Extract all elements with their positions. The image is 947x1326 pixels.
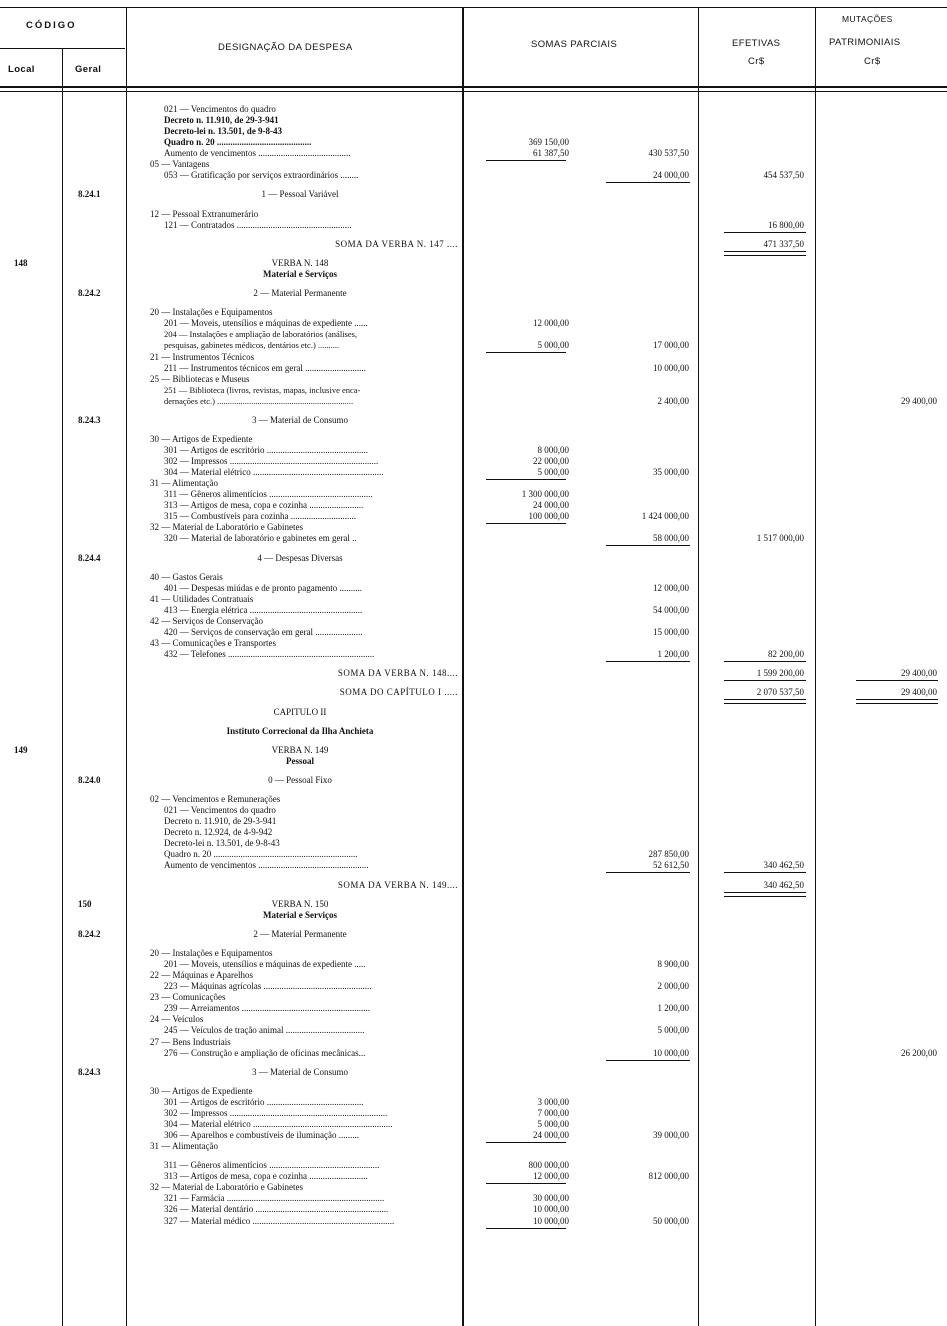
subtotal-rule (856, 680, 938, 681)
patrimonial-amount: 29 400,00 (901, 396, 937, 406)
expense-description: 420 — Serviços de conservação em geral ..................... (164, 627, 363, 637)
table-row (0, 1025, 947, 1036)
table-row (0, 467, 947, 478)
expense-description: pesquisas, gabinetes médicos, dentários etc.) .......... (164, 340, 340, 350)
table-row (0, 1108, 947, 1119)
table-row (0, 115, 947, 126)
table-row (0, 1204, 947, 1215)
expense-description: Material e Serviços (263, 910, 337, 920)
expense-description: 327 — Material médico ............................................................... (164, 1216, 395, 1226)
subtotal-rule (606, 182, 690, 183)
table-row (0, 726, 947, 737)
table-row (0, 511, 947, 522)
expense-description: Decreto n. 12.924, de 4-9-942 (164, 827, 273, 837)
expense-description: 021 — Vencimentos do quadro (164, 104, 276, 114)
table-row (0, 992, 947, 1003)
total-rule (724, 699, 806, 704)
subtotal-rule (606, 872, 690, 873)
table-row (0, 1086, 947, 1097)
effective-amount: 1 599 200,00 (756, 668, 804, 678)
expense-description: 02 — Vencimentos e Remunerações (150, 794, 281, 804)
table-row (0, 1014, 947, 1025)
code-geral: 8.24.0 (78, 775, 101, 785)
expense-description: 315 — Combustíveis para cozinha ............................. (164, 511, 356, 521)
table-row (0, 478, 947, 489)
table-row (0, 434, 947, 445)
table-row (0, 104, 947, 115)
table-row (0, 456, 947, 467)
expense-description: 42 — Serviços de Conservação (150, 616, 263, 626)
table-row (0, 220, 947, 231)
expense-description: 121 — Contratados ................................................... (164, 220, 352, 230)
expense-description: 245 — Veículos de tração animal ................................... (164, 1025, 365, 1035)
expense-description: Decreto-lei n. 13.501, de 9-8-43 (164, 838, 280, 848)
expense-description: Quadro n. 20 ................................................................ (164, 849, 358, 859)
table-row (0, 572, 947, 583)
table-row (0, 396, 947, 407)
partial-sum-1: 800 000,00 (528, 1160, 569, 1170)
table-row (0, 745, 947, 756)
expense-description: 313 — Artigos de mesa, copa e cozinha ........................ (164, 500, 364, 510)
expense-description: 2 — Material Permanente (253, 288, 347, 298)
expense-description: 326 — Material dentário ........................................................... (164, 1204, 389, 1214)
subtotal-rule (606, 1060, 690, 1061)
table-row (0, 707, 947, 718)
expense-description: 302 — Impressos ...................................................................... (164, 1108, 388, 1118)
expense-description: 12 — Pessoal Extranumerário (150, 209, 259, 219)
table-row (0, 959, 947, 970)
total-rule (724, 892, 806, 897)
table-row (0, 605, 947, 616)
subtotal-rule (606, 545, 690, 546)
expense-description: 204 — Instalações e ampliação de laboratórios (análises, (164, 329, 358, 339)
partial-sum-2: 287 850,00 (648, 849, 689, 859)
expense-description: 2 — Material Permanente (253, 929, 347, 939)
header-mutacoes: MUTAÇÕES (842, 14, 893, 24)
expense-description: 304 — Material elétrico .......................................................... (164, 467, 384, 477)
table-row (0, 374, 947, 385)
code-geral: 8.24.3 (78, 415, 101, 425)
effective-amount: 471 337,50 (763, 239, 804, 249)
table-row (0, 288, 947, 299)
expense-description: VERBA N. 148 (271, 258, 329, 268)
expense-description: dernações etc.) ................................................................ (164, 396, 354, 406)
partial-sum-2: 2 000,00 (657, 981, 689, 991)
table-row (0, 239, 947, 250)
expense-description: 30 — Artigos de Expediente (150, 1086, 253, 1096)
partial-sum-1: 5 000,00 (537, 467, 569, 477)
effective-amount: 1 517 000,00 (756, 533, 804, 543)
expense-description: 313 — Artigos de mesa, copa e cozinha .......................... (164, 1171, 368, 1181)
expense-description: 27 — Bens Industriais (150, 1037, 231, 1047)
partial-sum-2: 5 000,00 (657, 1025, 689, 1035)
partial-sum-1: 30 000,00 (533, 1193, 569, 1203)
table-row (0, 329, 947, 340)
effective-amount: 2 070 537,50 (756, 687, 804, 697)
code-geral: 8.24.3 (78, 1067, 101, 1077)
table-row (0, 159, 947, 170)
effective-amount: 340 462,50 (763, 860, 804, 870)
table-row (0, 340, 947, 351)
expense-description: 304 — Material elétrico .............................................................. (164, 1119, 393, 1129)
header-designacao: DESIGNAÇÃO DA DESPESA (218, 42, 353, 53)
partial-sum-2: 2 400,00 (657, 396, 689, 406)
table-row (0, 756, 947, 767)
expense-description: 32 — Material de Laboratório e Gabinetes (150, 522, 303, 532)
code-geral: 150 (78, 899, 92, 909)
expense-description: 201 — Moveis, utensílios e máquinas de expediente ...... (164, 318, 368, 328)
subtotal-rule (724, 661, 806, 662)
expense-description: SOMA DO CAPÍTULO I ..... (339, 687, 458, 697)
table-row (0, 126, 947, 137)
patrimonial-amount: 26 200,00 (901, 1048, 937, 1058)
table-row (0, 258, 947, 269)
partial-sum-2: 430 537,50 (648, 148, 689, 158)
partial-sum-1: 10 000,00 (533, 1204, 569, 1214)
table-row (0, 1160, 947, 1171)
expense-description: SOMA DA VERBA N. 148.... (337, 668, 458, 678)
expense-description: 302 — Impressos .................................................................. (164, 456, 379, 466)
table-row (0, 838, 947, 849)
expense-description: 053 — Gratificação por serviços extraordinários ........ (164, 170, 359, 180)
effective-amount: 82 200,00 (768, 649, 804, 659)
patrimonial-amount: 29 400,00 (901, 668, 937, 678)
expense-description: 3 — Material de Consumo (252, 415, 348, 425)
table-row (0, 910, 947, 921)
table-row (0, 137, 947, 148)
table-row (0, 594, 947, 605)
table-row (0, 794, 947, 805)
table-row (0, 1182, 947, 1193)
expense-description: 021 — Vencimentos do quadro (164, 805, 276, 815)
partial-sum-2: 1 200,00 (657, 649, 689, 659)
table-row (0, 307, 947, 318)
expense-description: 311 — Gêneros alimentícios ................................................. (164, 1160, 380, 1170)
table-row (0, 352, 947, 363)
table-row (0, 860, 947, 871)
expense-description: 223 — Máquinas agrícolas ................................................ (164, 981, 372, 991)
partial-sum-2: 8 900,00 (657, 959, 689, 969)
table-row (0, 929, 947, 940)
table-row (0, 827, 947, 838)
partial-sum-1: 5 000,00 (537, 1119, 569, 1129)
partial-sum-2: 812 000,00 (648, 1171, 689, 1181)
table-row (0, 500, 947, 511)
code-geral: 8.24.2 (78, 288, 101, 298)
table-row (0, 583, 947, 594)
expense-description: 05 — Vantagens (150, 159, 210, 169)
table-row (0, 1130, 947, 1141)
subtotal-rule (724, 232, 806, 233)
table-row (0, 638, 947, 649)
partial-sum-2: 35 000,00 (653, 467, 689, 477)
expense-description: Decreto-lei n. 13.501, de 9-8-43 (164, 126, 283, 136)
table-row (0, 816, 947, 827)
expense-description: 211 — Instrumentos técnicos em geral ........................... (164, 363, 366, 373)
expense-description: 20 — Instalações e Equipamentos (150, 948, 273, 958)
table-row (0, 1119, 947, 1130)
table-row (0, 1171, 947, 1182)
header-local: Local (8, 64, 35, 75)
expense-description: 306 — Aparelhos e combustíveis de iluminação ......... (164, 1130, 359, 1140)
expense-description: VERBA N. 149 (271, 745, 329, 755)
expense-description: 4 — Despesas Diversas (257, 553, 343, 563)
expense-description: 24 — Veículos (150, 1014, 204, 1024)
table-row (0, 1193, 947, 1204)
table-row (0, 1067, 947, 1078)
partial-sum-1: 12 000,00 (533, 1171, 569, 1181)
expense-description: Decreto n. 11.910, de 29-3-941 (164, 115, 279, 125)
table-row (0, 148, 947, 159)
partial-sum-1: 1 300 000,00 (521, 489, 569, 499)
partial-sum-1: 5 000,00 (537, 340, 569, 350)
partial-sum-2: 50 000,00 (653, 1216, 689, 1226)
expense-description: 30 — Artigos de Expediente (150, 434, 253, 444)
header-codigo: CÓDIGO (26, 20, 77, 31)
table-row (0, 1216, 947, 1227)
expense-description: 321 — Farmácia ...................................................................... (164, 1193, 385, 1203)
table-row (0, 189, 947, 200)
effective-amount: 340 462,50 (763, 880, 804, 890)
patrimonial-amount: 29 400,00 (901, 687, 937, 697)
partial-sum-2: 17 000,00 (653, 340, 689, 350)
table-row (0, 170, 947, 181)
code-geral: 8.24.1 (78, 189, 101, 199)
expense-description: 40 — Gastos Gerais (150, 572, 223, 582)
partial-sum-1: 369 150,00 (528, 137, 569, 147)
code-local: 148 (14, 258, 28, 268)
table-row (0, 1003, 947, 1014)
expense-description: SOMA DA VERBA N. 149.... (337, 880, 458, 890)
partial-sum-2: 52 612,50 (653, 860, 689, 870)
partial-sum-2: 10 000,00 (653, 363, 689, 373)
header-bottom-rule (0, 86, 947, 88)
table-row (0, 385, 947, 396)
expense-description: VERBA N. 150 (271, 899, 329, 909)
expense-description: SOMA DA VERBA N. 147 .... (335, 239, 458, 249)
effective-amount: 454 537,50 (763, 170, 804, 180)
expense-description: Decreto n. 11.910, de 29-3-941 (164, 816, 277, 826)
partial-sum-2: 1 200,00 (657, 1003, 689, 1013)
expense-description: Aumento de vencimentos ................................................. (164, 860, 369, 870)
table-row (0, 318, 947, 329)
subtotal-rule (724, 680, 806, 681)
table-row (0, 649, 947, 660)
expense-description: 0 — Pessoal Fixo (268, 775, 332, 785)
expense-description: 251 — Biblioteca (livros, revistas, mapas, inclusive enca- (164, 385, 361, 395)
table-row (0, 616, 947, 627)
expense-description: 32 — Material de Laboratório e Gabinetes (150, 1182, 303, 1192)
partial-sum-2: 54 000,00 (653, 605, 689, 615)
partial-sum-2: 58 000,00 (653, 533, 689, 543)
expense-description: 311 — Gêneros alimentícios .............................................. (164, 489, 373, 499)
table-row (0, 1037, 947, 1048)
partial-sum-1: 24 000,00 (533, 1130, 569, 1140)
expense-description: 21 — Instrumentos Técnicos (150, 352, 255, 362)
expense-description: 43 — Comunicações e Transportes (150, 638, 276, 648)
expense-description: Pessoal (286, 756, 314, 766)
partial-sum-1: 12 000,00 (533, 318, 569, 328)
expense-description: 239 — Arreiamentos ......................................................... (164, 1003, 370, 1013)
expense-description: 3 — Material de Consumo (252, 1067, 348, 1077)
table-row (0, 880, 947, 891)
expense-description: 301 — Artigos de escritório ............................................. (164, 445, 368, 455)
table-row (0, 415, 947, 426)
expense-description: 31 — Alimentação (150, 1141, 218, 1151)
table-row (0, 1097, 947, 1108)
expense-description: 25 — Bibliotecas e Museus (150, 374, 250, 384)
partial-sum-2: 15 000,00 (653, 627, 689, 637)
partial-sum-1: 7 000,00 (537, 1108, 569, 1118)
subtotal-rule (724, 872, 806, 873)
table-row (0, 687, 947, 698)
expense-description: Material e Serviços (263, 269, 337, 279)
partial-sum-1: 61 387,50 (533, 148, 569, 158)
total-rule (724, 251, 806, 256)
partial-sum-1: 10 000,00 (533, 1216, 569, 1226)
table-row (0, 363, 947, 374)
partial-sum-2: 1 424 000,00 (641, 511, 689, 521)
expense-description: CAPITULO II (273, 707, 327, 717)
header-bottom-rule-2 (0, 91, 947, 92)
table-row (0, 522, 947, 533)
expense-description: Instituto Correcional da Ilha Anchieta (226, 726, 374, 736)
table-row (0, 209, 947, 220)
expense-description: 301 — Artigos de escritório ........................................... (164, 1097, 364, 1107)
expense-description: 31 — Alimentação (150, 478, 218, 488)
header-top-rule (0, 7, 947, 8)
table-row (0, 533, 947, 544)
partial-sum-2: 12 000,00 (653, 583, 689, 593)
expense-description: Quadro n. 20 .......................................... (164, 137, 312, 147)
table-row (0, 445, 947, 456)
partial-sum-1: 8 000,00 (537, 445, 569, 455)
partial-sum-1: 22 000,00 (533, 456, 569, 466)
expense-description: 41 — Utilidades Contratuais (150, 594, 254, 604)
header-efetivas-unit: Cr$ (748, 56, 765, 67)
expense-description: Aumento de vencimentos ......................................... (164, 148, 351, 158)
partial-sum-2: 39 000,00 (653, 1130, 689, 1140)
table-row (0, 1141, 947, 1152)
expense-description: 401 — Despesas miúdas e de pronto pagamento .......... (164, 583, 362, 593)
header-mutacoes-unit: Cr$ (864, 56, 881, 67)
table-row (0, 489, 947, 500)
table-row (0, 775, 947, 786)
total-rule (856, 699, 938, 704)
partial-sum-2: 10 000,00 (653, 1048, 689, 1058)
expense-description: 23 — Comunicações (150, 992, 226, 1002)
table-row (0, 269, 947, 280)
expense-description: 320 — Material de laboratório e gabinetes em geral .. (164, 533, 357, 543)
table-row (0, 553, 947, 564)
header-patrimoniais: PATRIMONIAIS (829, 37, 901, 48)
table-row (0, 1048, 947, 1059)
partial-sum-1: 24 000,00 (533, 500, 569, 510)
code-local: 149 (14, 745, 28, 755)
subtotal-rule (486, 1228, 566, 1229)
expense-description: 1 — Pessoal Variável (261, 189, 339, 199)
table-row (0, 899, 947, 910)
expense-description: 22 — Máquinas e Aparelhos (150, 970, 253, 980)
partial-sum-1: 100 000,00 (528, 511, 569, 521)
partial-sum-1: 3 000,00 (537, 1097, 569, 1107)
expense-description: 413 — Energia elétrica .................................................. (164, 605, 363, 615)
expense-description: 432 — Telefones ................................................................. (164, 649, 375, 659)
header-efetivas: EFETIVAS (732, 38, 781, 49)
code-geral: 8.24.2 (78, 929, 101, 939)
table-row (0, 948, 947, 959)
table-row (0, 805, 947, 816)
table-row (0, 627, 947, 638)
expense-description: 20 — Instalações e Equipamentos (150, 307, 273, 317)
table-row (0, 849, 947, 860)
table-row (0, 981, 947, 992)
subtotal-rule (606, 661, 690, 662)
expense-description: 276 — Construção e ampliação de oficinas mecânicas... (164, 1048, 366, 1058)
partial-sum-2: 24 000,00 (653, 170, 689, 180)
table-row (0, 970, 947, 981)
header-geral: Geral (75, 64, 102, 75)
effective-amount: 16 800,00 (768, 220, 804, 230)
code-geral: 8.24.4 (78, 553, 101, 563)
header-somas: SOMAS PARCIAIS (531, 39, 618, 50)
table-row (0, 668, 947, 679)
expense-description: 201 — Moveis, utensílios e máquinas de expediente ..... (164, 959, 366, 969)
